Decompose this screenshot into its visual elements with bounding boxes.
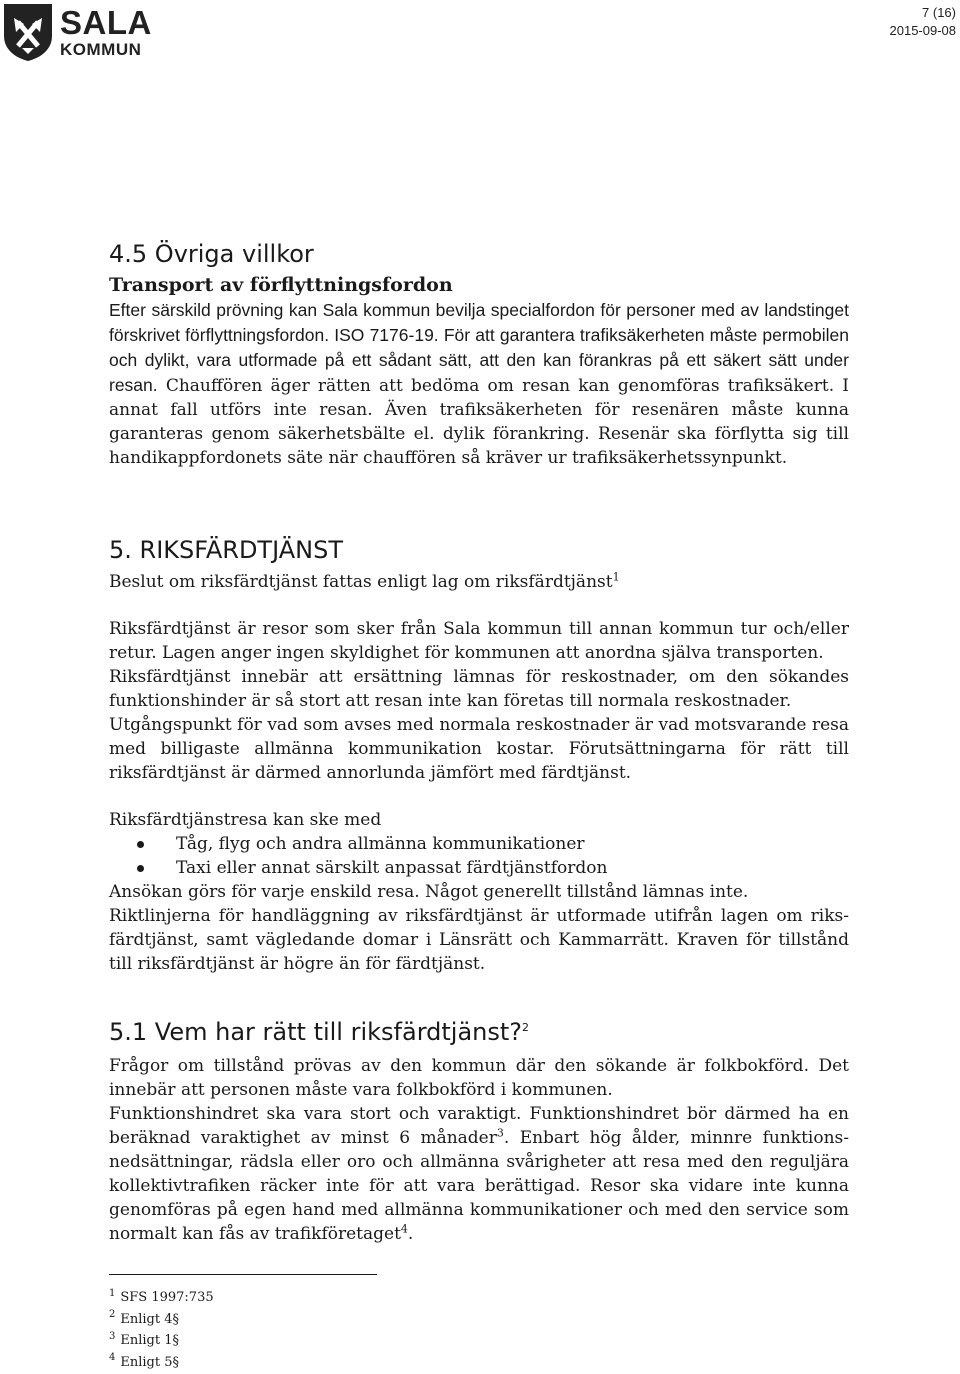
- logo-sub: KOMMUN: [60, 40, 142, 59]
- paragraph-transport-b: Chauffören äger rätten att bedöma om resan kan genomföras trafiksäkert. I annat fall utförs inte resan. Även trafiksäkerheten för resenären måste kunna garanteras genom säkerhetsbälte el. dylik förankring. Resenär ska förflytta sig till handikappfordonets säte när chauffören så kräver ur trafiksäkerhetssynpunkt.: [109, 376, 850, 468]
- footnote-text: Enligt 1§: [120, 1333, 180, 1348]
- page-number: 7 (16): [922, 5, 956, 20]
- footnote-text: Enligt 4§: [120, 1311, 180, 1327]
- section-heading-4-5: 4.5 Övriga villkor: [109, 240, 314, 268]
- eligibility-text-b: . Enbart hög ålder, minnre funktions-nedsättningar, rädsla eller oro och allmänna svårigheter att resa med den reguljära kollektivtrafiken räcker inte för att vara berättigad. Resor ska vidare inte kunna genomföras på egen hand med allmänna kommunikationer och med den service som normalt kan fås av trafikföretaget: [109, 1128, 849, 1244]
- paragraph-law: [109, 570, 849, 594]
- eligibility-text-c: .: [407, 1224, 414, 1244]
- footnote-text: SFS 1997:735: [120, 1290, 214, 1305]
- footnote-number: 3: [109, 1330, 116, 1342]
- shield-icon: [2, 2, 54, 62]
- footnote-3: [109, 1330, 214, 1352]
- footnote-text: Enligt 5§: [120, 1354, 180, 1370]
- paragraph-eligibility-1: Frågor om tillstånd prövas av den kommun där den sökande är folkbokförd. Det innebär att personen måste vara folkbokförd i kommunen.: [109, 1056, 849, 1100]
- footnote-2: [109, 1309, 214, 1331]
- paragraph-transport-a: Efter särskild prövning kan Sala kommun bevilja specialfordon för personer med av landstinget förskrivet förflyttningsfordon. ISO 7176-19. För att garantera trafiksäkerheten måste permobilen och dylikt, vara utformade på ett sådant sätt, att den kan förankras på ett säkert sätt under resan.: [109, 300, 849, 395]
- travel-modes-list: [109, 832, 849, 880]
- section-heading-5-1: [109, 1016, 849, 1048]
- paragraph-riksfardtjanst-2: Riksfärdtjänst innebär att ersättning lämnas för reskostnader, om den sökandes funktionshinder är så stort att resan inte kan företas till normala reskostnader.: [109, 667, 849, 711]
- paragraph-guidelines: Riktlinjerna för handläggning av riksfärdtjänst är utformade utifrån lagen om riks-färdtjänst, samt vägledande domar i Länsrätt och Kammarrätt. Kraven för tillstånd till riksfärdtjänst är högre än för färdtjänst.: [109, 906, 849, 974]
- footnote-separator: [109, 1274, 377, 1275]
- subheading-transport: Transport av förflyttningsfordon: [109, 274, 453, 296]
- footnote-ref-3: 3: [496, 1126, 504, 1140]
- law-text: Beslut om riksfärdtjänst fattas enligt lag om riksfärdtjänst: [109, 572, 613, 592]
- footnotes: [109, 1287, 214, 1373]
- paragraph-eligibility-2: [109, 1102, 849, 1246]
- logo-name: SALA: [60, 4, 152, 41]
- footnote-number: 1: [109, 1287, 116, 1299]
- sala-kommun-logo: [2, 2, 152, 62]
- document-body: [109, 238, 849, 1246]
- eligibility-text-a: Funktionshindret ska vara stort och varaktigt. Funktionshindret bör därmed ha en beräknad varaktighet av minst 6 månader: [109, 1104, 849, 1148]
- footnote-number: 2: [109, 1309, 116, 1321]
- list-item: Taxi eller annat särskilt anpassat färdtjänstfordon: [176, 856, 849, 880]
- footnote-ref-1: 1: [612, 570, 620, 584]
- paragraph-riksfardtjanst-3: Utgångspunkt för vad som avses med normala reskostnader är vad motsvarande resa med billigaste allmänna kommunikation kostar. Förutsättningarna för rätt till riksfärdtjänst är därmed annorlunda jämfört med färdtjänst.: [109, 715, 849, 783]
- list-intro: Riksfärdtjänstresa kan ske med: [109, 810, 382, 830]
- footnote-4: [109, 1352, 214, 1374]
- paragraph-transport: [109, 298, 849, 470]
- footnote-number: 4: [109, 1352, 116, 1364]
- footnote-1: [109, 1287, 214, 1309]
- document-date: 2015-09-08: [889, 23, 956, 38]
- paragraph-riksfardtjanst-1: Riksfärdtjänst är resor som sker från Sala kommun till annan kommun tur och/eller retur. Lagen anger ingen skyldighet för kommunen att anordna själva transporten.: [109, 619, 849, 663]
- footnote-ref-4: 4: [400, 1222, 408, 1236]
- page-meta: [890, 4, 957, 40]
- section-heading-5-1-text: 5.1 Vem har rätt till riksfärdtjänst?: [109, 1018, 523, 1046]
- section-heading-5: 5. RIKSFÄRDTJÄNST: [109, 536, 344, 564]
- paragraph-application: Ansökan görs för varje enskild resa. Något generellt tillstånd lämnas inte.: [109, 882, 749, 902]
- list-item: Tåg, flyg och andra allmänna kommunikationer: [176, 832, 849, 856]
- footnote-ref-2: 2: [522, 1021, 530, 1034]
